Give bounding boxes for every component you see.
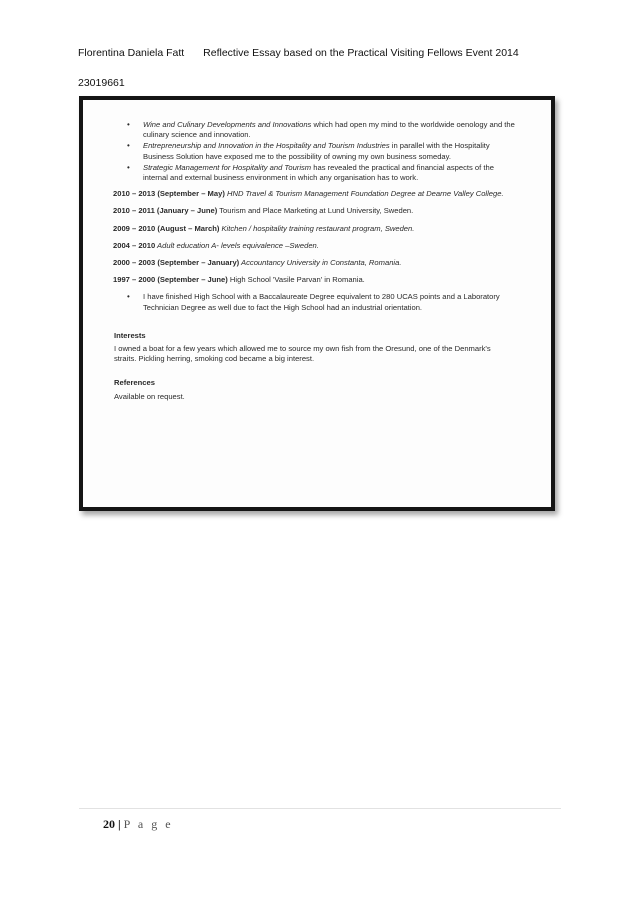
- education-description: Accountancy University in Constanta, Romania.: [239, 258, 402, 268]
- education-dates: 1997 – 2000 (September – June): [113, 275, 228, 285]
- education-description: Tourism and Place Marketing at Lund University, Sweden.: [217, 206, 414, 216]
- bullet-icon: •: [127, 162, 130, 172]
- cv-content: [113, 120, 517, 406]
- bullet-text: which had open my mind to the worldwide oenology and the culinary science and innovation.: [143, 120, 515, 140]
- education-dates: 2010 – 2013 (September – May): [113, 189, 225, 199]
- running-header: [78, 47, 519, 59]
- module-bullet-list: [127, 120, 517, 183]
- education-entry: [113, 206, 504, 216]
- list-item: [127, 163, 517, 183]
- education-dates: 2009 – 2010 (August – March): [113, 223, 220, 233]
- bullet-heading: Strategic Management for Hospitality and Tourism: [143, 162, 312, 172]
- page-number: [103, 817, 173, 832]
- cv-extra-sections: [114, 331, 504, 402]
- education-dates: 2000 – 2003 (September – January): [113, 258, 240, 268]
- education-dates: 2004 – 2010: [113, 240, 156, 250]
- education-description: Kitchen / hospitality training restaurant program, Sweden.: [219, 223, 415, 233]
- bullet-text: has revealed the practical and financial aspects of the internal and external business environment in which any organisation has to work.: [143, 162, 494, 183]
- bullet-heading: Wine and Culinary Developments and Innovations: [143, 120, 312, 129]
- interests-text: I owned a boat for a few years which allowed me to source my own fish from the Oresund, one of the Denmark's straits. Pickling herring, smoking cod became a big interest.: [114, 344, 491, 364]
- education-entry: [113, 275, 504, 285]
- header-author: Florentina Daniela Fatt: [78, 47, 185, 59]
- bullet-icon: •: [127, 141, 130, 151]
- page-number-separator: |: [118, 817, 121, 831]
- education-description: Adult education A- levels equivalence –Sweden.: [155, 240, 319, 250]
- footer-divider: [79, 808, 561, 809]
- references-text: Available on request.: [114, 391, 185, 401]
- page-number-value: 20: [103, 817, 115, 831]
- student-id: 23019661: [78, 77, 125, 89]
- interests-heading: Interests: [114, 330, 146, 340]
- references-heading: References: [114, 378, 155, 388]
- page-word: P a g e: [123, 817, 174, 831]
- education-entry: [113, 258, 504, 268]
- education-entry: [113, 189, 504, 199]
- list-item: [127, 292, 517, 312]
- list-item: [127, 120, 517, 140]
- cv-screenshot-image: [79, 96, 555, 511]
- bullet-heading: Entrepreneurship and Innovation in the Hospitality and Tourism Industries: [143, 141, 390, 151]
- school-note-text: I have finished High School with a Baccalaureate Degree equivalent to 280 UCAS points and a Laboratory Technician Degree as well due to fact the High School had an industrial orientation.: [143, 292, 500, 312]
- education-list: [114, 189, 504, 285]
- header-title: Reflective Essay based on the Practical Visiting Fellows Event 2014: [203, 47, 519, 59]
- bullet-text: in parallel with the Hospitality Business Solution have exposed me to the possibility of owning my own business someday.: [143, 141, 490, 161]
- list-item: [127, 141, 517, 161]
- education-entry: [113, 241, 504, 251]
- education-description: High School 'Vasile Parvan' in Romania.: [227, 275, 365, 285]
- school-note-list: [127, 292, 517, 312]
- education-dates: 2010 – 2011 (January – June): [113, 206, 218, 216]
- education-description: HND Travel & Tourism Management Foundation Degree at Dearne Valley College.: [224, 189, 504, 199]
- education-entry: [113, 224, 504, 234]
- bullet-icon: •: [127, 120, 130, 129]
- bullet-icon: •: [127, 292, 130, 302]
